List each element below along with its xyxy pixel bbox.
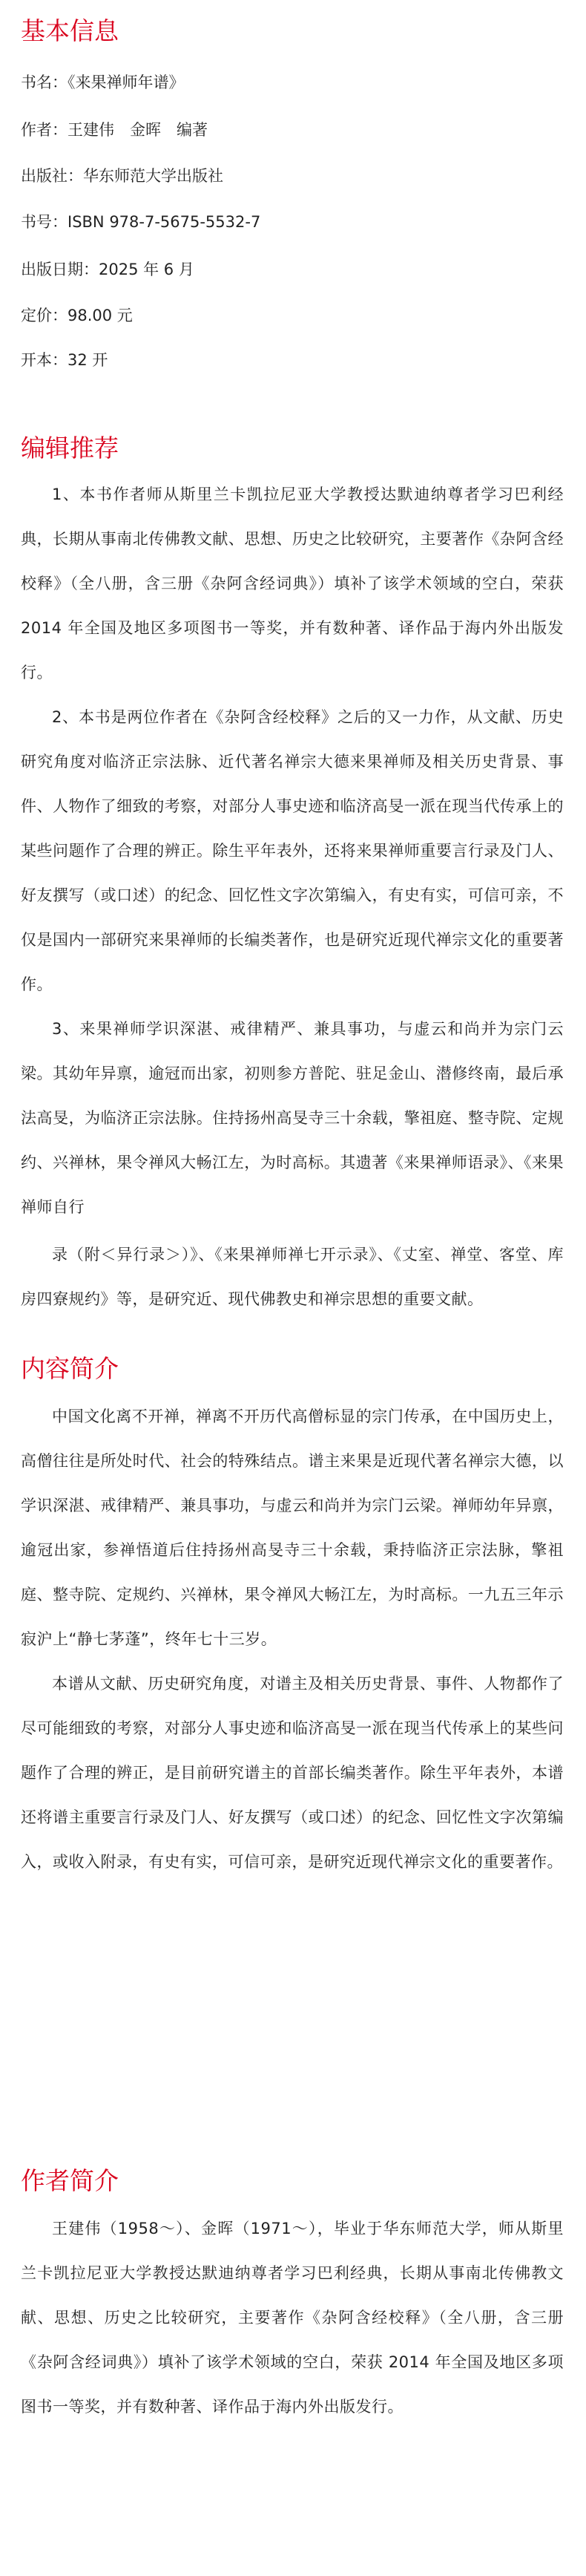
content-intro-body: [21, 1394, 564, 1884]
paragraph: 录（附＜异行录＞）》、《来果禅师禅七开示录》、《丈室、禅堂、客堂、库房四寮规约》等，是研究近、现代佛教史和禅宗思想的重要文献。: [21, 1246, 564, 1308]
info-price: 定价：98.00 元: [21, 307, 133, 324]
section-heading-content-intro: 内容简介: [21, 1354, 119, 1383]
paragraph: 王建伟（1958～）、金晖（1971～），毕业于华东师范大学，师从斯里兰卡凯拉尼亚大学教授达默迪纳尊者学习巴利经典，长期从事南北传佛教文献、思想、历史之比较研究，主要著作《杂阿含经校释》（全八册，含三册《杂阿含经词典》）填补了该学术领域的空白，荣获 2014 年全国及地区多项图书一等奖，并有数种著、译作品于海内外出版发行。: [21, 2220, 564, 2416]
info-authors: 作者：王建伟 金晖 编著: [21, 121, 208, 139]
editor-recommend-body: [21, 472, 564, 1321]
paragraph: 中国文化离不开禅，禅离不开历代高僧标显的宗门传承，在中国历史上，高僧往往是所处时代、社会的特殊结点。谱主来果是近现代著名禅宗大德，以学识深湛、戒律精严、兼具事功，与虚云和尚并为宗门云梁。禅师幼年异禀，逾冠出家，参禅悟道后住持扬州高旻寺三十余载，秉持临济正宗法脉，擎祖庭、整寺院、定规约、兴禅林，果令禅风大畅江左，为时高标。一九五三年示寂沪上“静七茅蓬”，终年七十三岁。: [21, 1408, 564, 1648]
paragraph: 3、来果禅师学识深湛、戒律精严、兼具事功，与虚云和尚并为宗门云梁。其幼年异禀，逾冠而出家，初则参方普陀、驻足金山、潜修终南，最后承法高旻，为临济正宗法脉。住持扬州高旻寺三十余载，擎祖庭、整寺院、定规约、兴禅林，果令禅风大畅江左，为时高标。其遗著《来果禅师语录》、《来果禅师自行: [21, 1020, 564, 1216]
author-intro-body: [21, 2206, 564, 2429]
info-publisher: 出版社：华东师范大学出版社: [21, 167, 223, 185]
paragraph: 2、本书是两位作者在《杂阿含经校释》之后的又一力作，从文献、历史研究角度对临济正宗法脉、近代著名禅宗大德来果禅师及相关历史背景、事件、人物作了细致的考察，对部分人事史迹和临济高旻一派在现当代传承上的某些问题作了合理的辨正。除生平年表外，还将来果禅师重要言行录及门人、好友撰写（或口述）的纪念、回忆性文字次第编入，有史有实，可信可亲，不仅是国内一部研究来果禅师的长编类著作，也是研究近现代禅宗文化的重要著作。: [21, 708, 564, 993]
paragraph: 1、本书作者师从斯里兰卡凯拉尼亚大学教授达默迪纳尊者学习巴利经典，长期从事南北传佛教文献、思想、历史之比较研究，主要著作《杂阿含经校释》（全八册，含三册《杂阿含经词典》）填补了该学术领域的空白，荣获 2014 年全国及地区多项图书一等奖，并有数种著、译作品于海内外出版发行。: [21, 486, 564, 681]
info-format: 开本：32 开: [21, 351, 108, 369]
info-pub-date: 出版日期：2025 年 6 月: [21, 261, 194, 278]
info-title: 书名：《来果禅师年谱》: [21, 73, 185, 91]
section-heading-basic-info: 基本信息: [21, 16, 119, 45]
section-heading-editor-recommend: 编辑推荐: [21, 434, 119, 462]
section-heading-author-intro: 作者简介: [21, 2166, 119, 2195]
paragraph: 本谱从文献、历史研究角度，对谱主及相关历史背景、事件、人物都作了尽可能细致的考察，对部分人事史迹和临济高旻一派在现当代传承上的某些问题作了合理的辨正，是目前研究谱主的首部长编类著作。除生平年表外，本谱还将谱主重要言行录及门人、好友撰写（或口述）的纪念、回忆性文字次第编入，或收入附录，有史有实，可信可亲，是研究近现代禅宗文化的重要著作。: [21, 1675, 564, 1871]
info-isbn: 书号：ISBN 978-7-5675-5532-7: [21, 213, 261, 231]
